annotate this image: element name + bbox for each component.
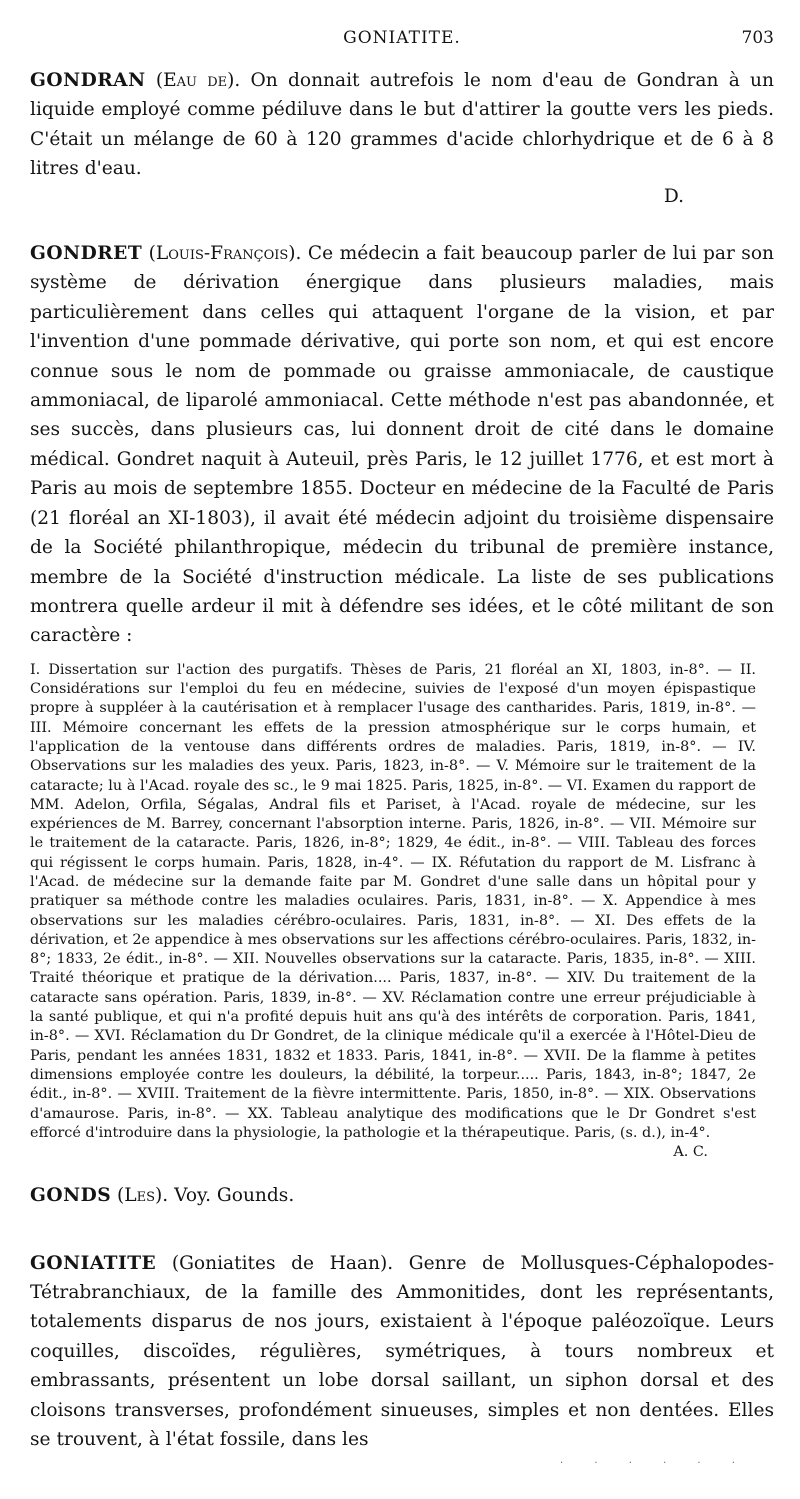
- entry-text-gondran: On donnait autrefois le nom d'eau de Gondran à un liquide employé comme pédiluve dans le but d'attirer la goutte vers les pieds. C'était un mélange de 60 à 120 grammes d'acide chlorhydrique et de 6 à 8 litres d'eau.: [30, 70, 774, 180]
- bibliography-text: I. Dissertation sur l'action des purgatifs. Thèses de Paris, 21 floréal an XI, 1803, in-8°. — II. Considérations sur l'emploi du feu en médecine, suivies de l'exposé d'un moyen épispastique propre à suppléer à la cautérisation et à remplacer l'usage des cantharides. Paris, 1819, in-8°. — III. Mémoire concernant les effets de la pression atmosphérique sur le corps humain, et l'application de la ventouse dans différents ordres de maladies. Paris, 1819, in-8°. — IV. Observations sur les maladies des yeux. Paris, 1823, in-8°. — V. Mémoire sur le traitement de la cataracte; lu à l'Acad. royale des sc., le 9 mai 1825. Paris, 1825, in-8°. — VI. Examen du rapport de MM. Adelon, Orfila, Ségalas, Andral fils et Pariset, à l'Acad. royale de médecine, sur les expériences de M. Barrey, concernant l'absorption interne. Paris, 1826, in-8°. — VII. Mémoire sur le traitement de la cataracte. Paris, 1826, in-8°; 1829, 4e édit., in-8°. — VIII. Tableau des forces qui régissent le corps humain. Paris, 1828, in-4°. — IX. Réfutation du rapport de M. Lisfranc à l'Acad. de médecine sur la demande faite par M. Gondret d'une salle dans un hôpital pour y pratiquer sa méthode contre les maladies oculaires. Paris, 1831, in-8°. — X. Appendice à mes observations sur les maladies cérébro-oculaires. Paris, 1831, in-8°. — XI. Des effets de la dérivation, et 2e appendice à mes observations sur les affections cérébro-oculaires. Paris, 1832, in-8°; 1833, 2e édit., in-8°. — XII. Nouvelles observations sur la cataracte. Paris, 1835, in-8°. — XIII. Traité théorique et pratique de la dérivation.... Paris, 1837, in-8°. — XIV. Du traitement de la cataracte sans opération. Paris, 1839, in-8°. — XV. Réclamation contre une erreur préjudiciable à la santé publique, et qui n'a profité depuis huit ans qu'à des intérêts de corporation. Paris, 1841, in-8°. — XVI. Réclamation du Dr Gondret, de la clinique médicale qu'il a exercée à l'Hôtel-Dieu de Paris, pendant les années 1831, 1832 et 1833. Paris, 1841, in-8°. — XVII. De la flamme à petites dimensions employée contre les douleurs, la débilité, la torpeur..... Paris, 1843, in-8°; 1847, 2e édit., in-8°. — XVIII. Traitement de la fièvre intermittente. Paris, 1850, in-8°. — XIX. Observations d'amaurose. Paris, in-8°. — XX. Tableau analytique des modifications que le Dr Gondret s'est efforcé d'introduire dans la physiologie, la pathologie et la thérapeutique. Paris, (s. d.), in-4°.: [30, 661, 756, 1141]
- entry-text-gonds: Voy. Gounds.: [174, 1185, 295, 1207]
- page-number: 703: [741, 28, 774, 48]
- qualifier-gonds: (Les).: [117, 1185, 169, 1207]
- headword-gondret: GONDRET: [30, 243, 143, 265]
- dictionary-page: [30, 28, 774, 1454]
- qualifier-gondran: (Eau de).: [155, 70, 241, 91]
- entry-gondran: [30, 66, 774, 211]
- entry-gonds: [30, 1181, 774, 1210]
- signature-gondret: A. C.: [673, 1144, 708, 1161]
- entry-goniatite: [30, 1249, 774, 1455]
- signature-gondran: D.: [663, 185, 684, 207]
- qualifier-goniatite: (Goniatites de Haan).: [171, 1252, 394, 1274]
- entry-text-goniatite: Genre de Mollusques-Céphalopodes-Tétrabranchiaux, de la famille des Ammonitides, dont les représentants, totalements disparus de nos jours, existaient à l'époque paléozoïque. Leurs coquilles, discoïdes, régulières, symétriques, à tours nombreux et embrassants, présentent un lobe dorsal saillant, un siphon dorsal et des cloisons transverses, profondément sinueuses, simples et non dentées. Elles se trouvent, à l'état fossile, dans les: [30, 1252, 775, 1450]
- entry-text-gondret: Ce médecin a fait beaucoup parler de lui par son système de dérivation énergique dans plusieurs maladies, mais particulièrement dans celles qui attaquent l'organe de la vision, et par l'invention d'une pommade dérivative, qui porte son nom, et qui est encore connue sous le nom de pommade ou graisse ammoniacale, de caustique ammoniacal, de liparolé ammoniacal. Cette méthode n'est pas abandonnée, et ses succès, dans plusieurs cas, lui donnent droit de cité dans le domaine médical. Gondret naquit à Auteuil, près Paris, le 12 juillet 1776, et est mort à Paris au mois de septembre 1855. Docteur en médecine de la Faculté de Paris (21 floréal an XI-1803), il avait été médecin adjoint du troisième dispensaire de la Société philanthropique, médecin du tribunal de première instance, membre de la Société d'instruction médicale. La liste de ses publications montrera quelle ardeur il mit à défendre ses idées, et le côté militant de son caractère :: [30, 243, 774, 647]
- bleed-through-marks: · · · · · ·: [560, 1458, 749, 1469]
- headword-gondran: GONDRAN: [30, 70, 146, 91]
- bibliography-gondret: [30, 661, 774, 1161]
- running-header: [30, 28, 774, 56]
- headword-gonds: GONDS: [30, 1185, 112, 1207]
- entry-gondret: [30, 239, 774, 651]
- headword-goniatite: GONIATITE: [30, 1252, 157, 1274]
- running-title: GONIATITE.: [343, 28, 461, 48]
- qualifier-gondret: (Louis-François).: [148, 243, 302, 265]
